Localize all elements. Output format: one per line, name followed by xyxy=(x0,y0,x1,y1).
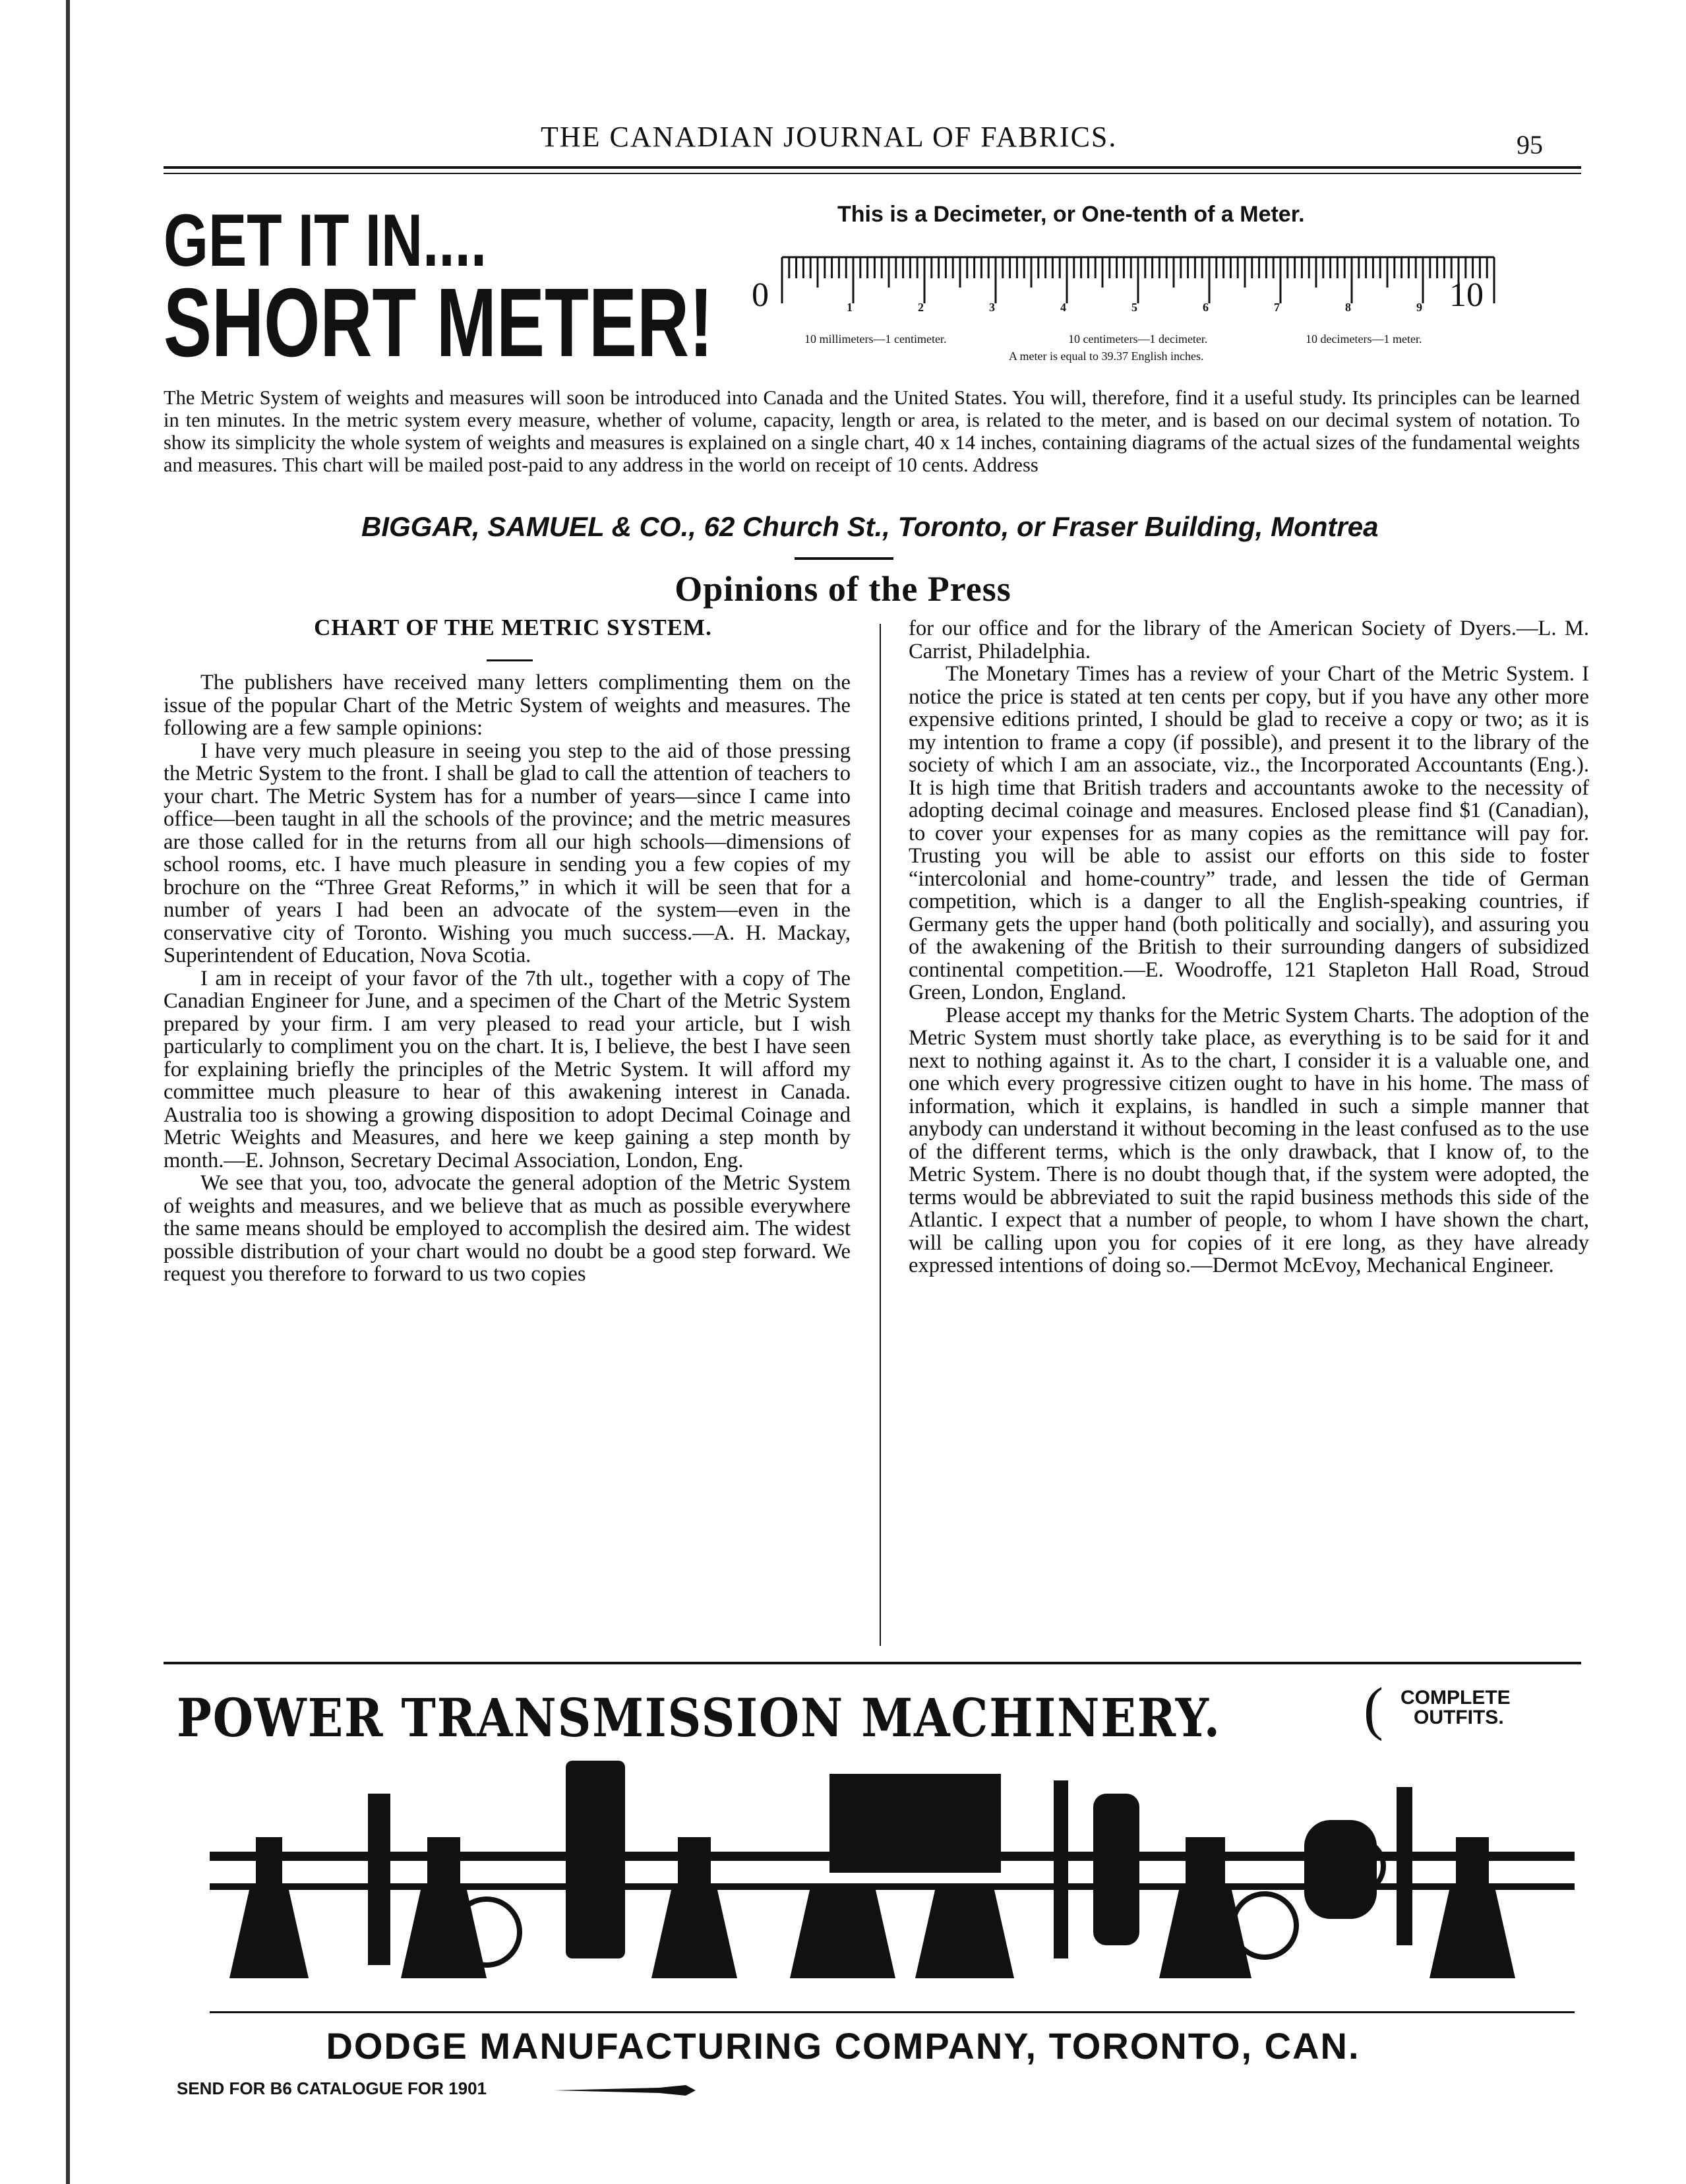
ruler-label-4: 4 xyxy=(1060,301,1066,314)
ruler-label-1: 1 xyxy=(847,301,853,314)
decimeter-caption: This is a Decimeter, or One-tenth of a Meter. xyxy=(837,202,1305,227)
header-rule-bottom xyxy=(164,173,1581,174)
ruler-label-9: 9 xyxy=(1416,301,1422,314)
ruler-label-0: 0 xyxy=(752,276,769,314)
right-paragraph: Please accept my thanks for the Metric System Charts. The adoption of the Metric System must shortly take place, as everything is to be said for it and next to nothing against it. As to the chart, I consider it is a valuable one, and one which every progressive citizen ought to have in his home. The mass of information, which it explains, is handled in such a simple manner that anybody can understand it without becoming in the least confused as to the use of the different terms, which is the only drawback, that I know of, to the Metric System. There is no doubt though that, if the system were adopted, the terms would be abbreviated to suit the rapid business methods this side of the Atlantic. I expect that a number of people, to whom I have shown the chart, will be calling upon you for copies of it ere long, as they have already expressed intentions of doing so.—Dermot McEvoy, Mechanical Engineer. xyxy=(909,1003,1589,1277)
advertiser-address: BIGGAR, SAMUEL & CO., 62 Church St., Toronto, or Fraser Building, Montrea xyxy=(361,511,1379,542)
scan-edge-mark xyxy=(66,0,70,2184)
ruler-label-7: 7 xyxy=(1274,301,1280,314)
running-head: THE CANADIAN JOURNAL OF FABRICS. xyxy=(541,121,1118,153)
left-column xyxy=(164,671,851,1286)
ruler-label-3: 3 xyxy=(989,301,995,314)
pointer-arrow-icon xyxy=(554,2084,699,2097)
article-title: CHART OF THE METRIC SYSTEM. xyxy=(314,615,712,640)
machinery-illustration xyxy=(210,1754,1575,2015)
outfits-bracket: ( xyxy=(1364,1676,1383,1742)
machinery-ad-title: POWER TRANSMISSION MACHINERY. xyxy=(177,1687,1221,1749)
outfits-label xyxy=(1391,1688,1511,1728)
left-paragraph: I am in receipt of your favor of the 7th ult., together with a copy of The Canadian Engineer for June, and a specimen of the Chart of the Metric System prepared by your firm. I am very pleased to read your article, but I wish particularly to compliment you on the chart. It is, I believe, the best I have seen for explaining briefly the principles of the Metric System. It will afford my committee much pleasure to hear of this awakening interest in Canada. Australia too is showing a growing disposition to adopt Decimal Coinage and Metric Weights and Measures, and here we keep gaining a step month by month.—E. Johnson, Secretary Decimal Association, London, Eng. xyxy=(164,966,851,1172)
ad-headline-line2: SHORT METER! xyxy=(164,268,713,377)
left-paragraph: We see that you, too, advocate the general adoption of the Metric System of weights and measures, and we believe that as much as possible everywhere the same means should be employed to accomplish the desired aim. The widest possible distribution of your chart would no doubt be a good step forward. We request you therefore to forward to us two copies xyxy=(164,1171,851,1286)
right-column xyxy=(909,617,1589,1277)
ad-top-rule xyxy=(164,1662,1581,1664)
ruler-note-meter: 10 decimeters—1 meter. xyxy=(1306,332,1422,346)
decimeter-ruler xyxy=(752,249,1582,368)
ruler-note-decimeter: 10 centimeters—1 decimeter. xyxy=(1068,332,1208,346)
ruler-note-centimeter: 10 millimeters—1 centimeter. xyxy=(804,332,947,346)
header-rule-top xyxy=(164,166,1581,169)
ruler-label-10: 10 xyxy=(1449,276,1484,314)
article-title-dash xyxy=(487,659,533,661)
ruler-label-8: 8 xyxy=(1345,301,1351,314)
ruler-label-2: 2 xyxy=(918,301,924,314)
ruler-footnote: A meter is equal to 39.37 English inches. xyxy=(1009,349,1204,363)
outfits-line1: COMPLETE xyxy=(1400,1687,1511,1709)
ruler-label-6: 6 xyxy=(1203,301,1209,314)
left-paragraph: I have very much pleasure in seeing you step to the aid of those pressing the Metric System to the front. I shall be glad to call the attention of teachers to your chart. The Metric System has for a number of years—since I came into office—been taught in all the schools of the province; and the metric measures are those called for in the returns from all our high schools—dimensions of school rooms, etc. I have much pleasure in sending you a few copies of my brochure on the “Three Great Reforms,” in which it will be seen that for a number of years I had been an advocate of the system—even in the conservative city of Toronto. Wishing you much success.—A. H. Mackay, Superintendent of Education, Nova Scotia. xyxy=(164,739,851,967)
left-paragraph: The publishers have received many letters complimenting them on the issue of the popular Chart of the Metric System of weights and measures. The following are a few sample opinions: xyxy=(164,671,851,740)
right-paragraph: for our office and for the library of the American Society of Dyers.—L. M. Carrist, Philadelphia. xyxy=(909,617,1589,663)
outfits-line2: OUTFITS. xyxy=(1414,1707,1504,1728)
ad-headline-line1: GET IT IN.... xyxy=(164,199,487,282)
machinery-company: DODGE MANUFACTURING COMPANY, TORONTO, CAN. xyxy=(326,2025,1360,2067)
page-number: 95 xyxy=(1517,130,1543,160)
right-paragraph: The Monetary Times has a review of your Chart of the Metric System. I notice the price is stated at ten cents per copy, but if you have any other more expensive editions printed, I should be glad to receive a copy or two; as it is my intention to frame a copy (if possible), and present it to the library of the society of which I am an associate, viz., the Incorporated Accountants (Eng.). It is high time that British traders and accountants awoke to the necessity of adopting decimal coinage and measures. Enclosed please find $1 (Canadian), to cover your expenses for as many copies as the remittance will pay for. Trusting you will be able to assist our efforts on this side to foster “intercolonial and home-country” trade, and lessen the tide of German competition, which is a danger to all the English-speaking countries, if Germany gets the upper hand (both politically and socially), and assuring you of the awakening of the British to their surrounding dangers of subsidized continental competition.—E. Woodroffe, 121 Stapleton Hall Road, Stroud Green, London, England. xyxy=(909,662,1589,1004)
catalogue-offer: SEND FOR B6 CATALOGUE FOR 1901 xyxy=(177,2078,487,2098)
column-divider xyxy=(880,624,881,1646)
metric-intro-text: The Metric System of weights and measures will soon be introduced into Canada and the United States. You will, therefore, find it a useful study. Its principles can be learned in ten minutes. In the metric system every measure, whether of volume, capacity, length or area, is related to the meter, and is based on our decimal system of notation. To show its simplicity the whole system of weights and measures is explained on a single chart, 40 x 14 inches, containing diagrams of the actual sizes of the fundamental weights and measures. This chart will be mailed post-paid to any address in the world on receipt of 10 cents. Address xyxy=(164,386,1580,476)
section-title: Opinions of the Press xyxy=(675,569,1011,609)
section-divider xyxy=(795,557,893,560)
ruler-label-5: 5 xyxy=(1131,301,1137,314)
